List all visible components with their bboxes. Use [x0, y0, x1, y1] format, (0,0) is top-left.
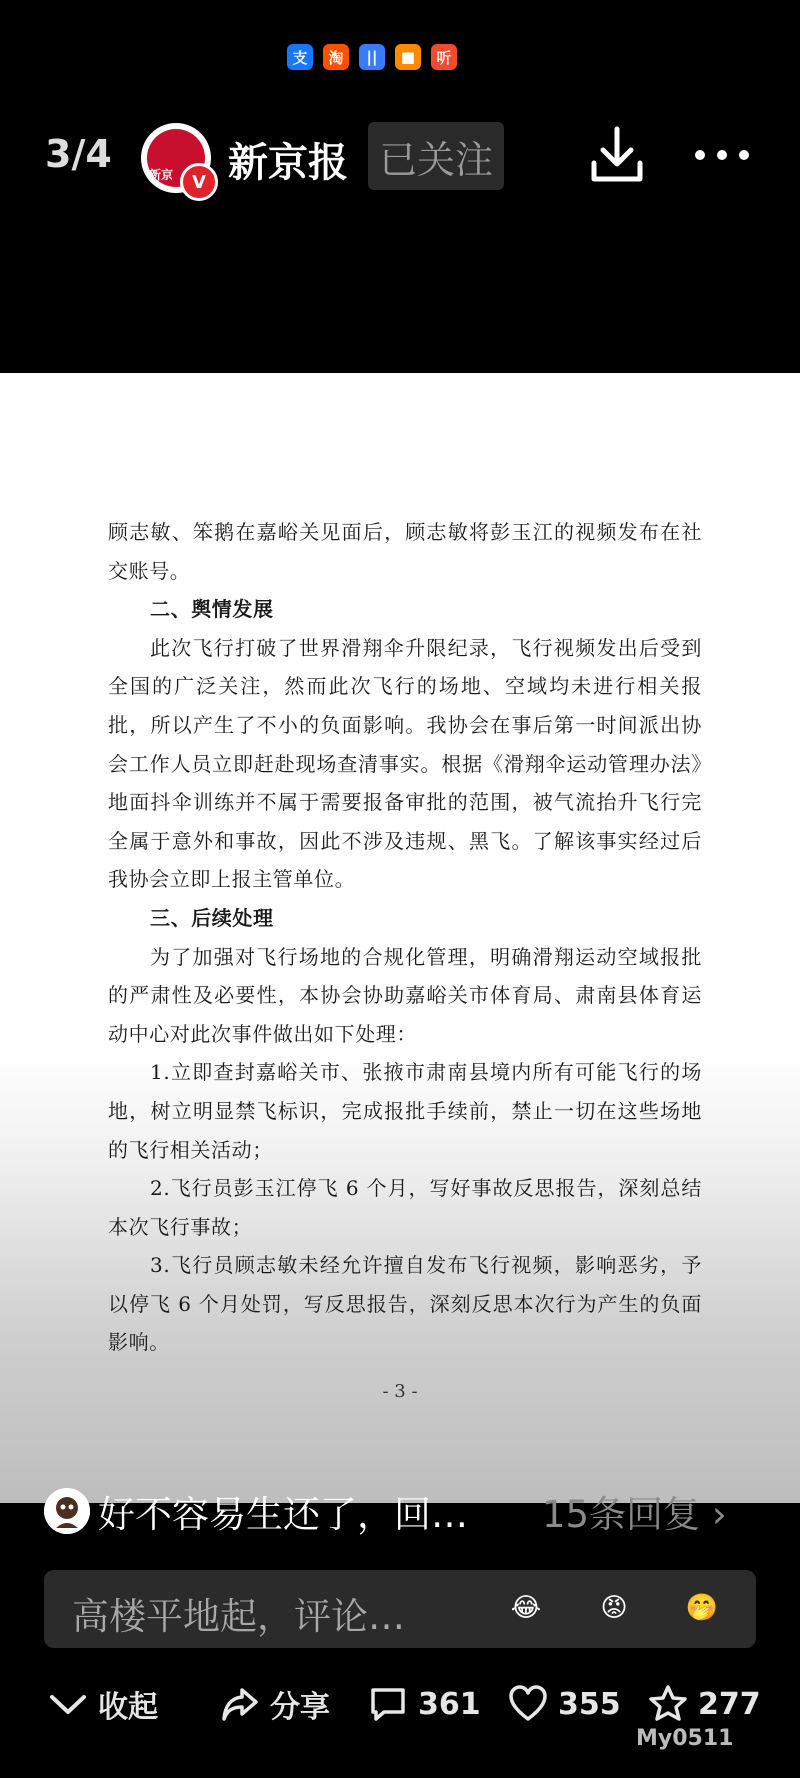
comment-button[interactable]	[368, 1680, 481, 1728]
share-button[interactable]	[220, 1680, 330, 1728]
like-button[interactable]	[508, 1680, 621, 1728]
reply-count-link[interactable]	[542, 1484, 727, 1538]
more-options-icon[interactable]	[694, 140, 750, 170]
gift-app-icon: ■	[395, 44, 421, 70]
laugh-cry-emoji[interactable]: 😂	[510, 1593, 542, 1623]
section-heading: 二、舆情发展	[150, 597, 274, 622]
verified-badge-icon: V	[180, 163, 218, 201]
favorite-button[interactable]	[648, 1680, 761, 1728]
taobao-icon: 淘	[323, 44, 349, 70]
document-paragraph: 1.立即查封嘉峪关市、张掖市肃南县境内所有可能飞行的场地，树立明显禁飞标识，完成报批手续前，禁止一切在这些场地的飞行相关活动；	[108, 1060, 702, 1162]
voice-app-icon: ||	[359, 44, 385, 70]
section-heading: 三、后续处理	[150, 905, 274, 930]
star-icon	[648, 1684, 688, 1724]
angry-emoji[interactable]: 😡	[600, 1593, 628, 1623]
listen-app-icon: 听	[431, 44, 457, 70]
comment-count: 361	[418, 1686, 481, 1722]
comment-placeholder: 高楼平地起，评论…	[72, 1595, 405, 1638]
site-watermark: My0511	[636, 1726, 734, 1751]
collapse-button[interactable]	[48, 1680, 158, 1728]
chevron-down-icon	[48, 1684, 88, 1724]
page-counter: 3/4	[45, 132, 112, 176]
document-page[interactable]	[0, 373, 800, 1503]
document-paragraph: 2.飞行员彭玉江停飞 6 个月，写好事故反思报告，深刻总结本次飞行事故；	[108, 1176, 702, 1239]
collapse-label: 收起	[98, 1690, 158, 1725]
share-label: 分享	[270, 1690, 330, 1725]
comment-icon	[368, 1684, 408, 1724]
document-paragraph: 此次飞行打破了世界滑翔伞升限纪录，飞行视频发出后受到全国的广泛关注，然而此次飞行的场地、空域均未进行相关报批，所以产生了不小的负面影响。我协会在事后第一时间派出协会工作人员立即赶赴现场查清事实。根据《滑翔伞运动管理办法》地面抖伞训练并不属于需要报备审批的范围，被气流抬升飞行完全属于意外和事故，因此不涉及违规、黑飞。了解该事实经过后我协会立即上报主管单位。	[108, 635, 702, 892]
document-paragraph: 顾志敏、笨鹅在嘉峪关见面后，顾志敏将彭玉江的视频发布在社交账号。	[108, 520, 702, 583]
document-paragraph: 为了加强对飞行场地的合规化管理，明确滑翔运动空域报批的严肃性及必要性，本协会协助嘉峪关市体育局、肃南县体育运动中心对此次事件做出如下处理：	[108, 944, 702, 1046]
heart-icon	[508, 1684, 548, 1724]
giggle-emoji[interactable]: 🤭	[685, 1593, 719, 1623]
reply-count-label: 15条回复	[542, 1493, 701, 1536]
document-body	[108, 513, 702, 1362]
document-paragraph: 3.飞行员顾志敏未经允许擅自发布飞行视频，影响恶劣，予以停飞 6 个月处罚，写反思报告，深刻反思本次行为产生的负面影响。	[108, 1253, 702, 1355]
comment-input[interactable]	[44, 1570, 756, 1648]
share-icon	[220, 1684, 260, 1724]
like-count: 355	[558, 1686, 621, 1722]
page-number: - 3 -	[382, 1381, 418, 1402]
avatar-logo-text: 新京	[149, 168, 174, 182]
favorite-count: 277	[698, 1686, 761, 1722]
top-comment-text[interactable]: 好不容易生还了，回…	[98, 1493, 468, 1536]
chevron-right-icon: ›	[711, 1493, 727, 1536]
notification-icons	[287, 44, 457, 70]
alipay-icon: 支	[287, 44, 313, 70]
account-name[interactable]: 新京报	[228, 140, 348, 186]
download-icon[interactable]	[590, 125, 644, 185]
follow-button[interactable]: 已关注	[368, 122, 504, 190]
commenter-avatar[interactable]	[44, 1488, 90, 1534]
